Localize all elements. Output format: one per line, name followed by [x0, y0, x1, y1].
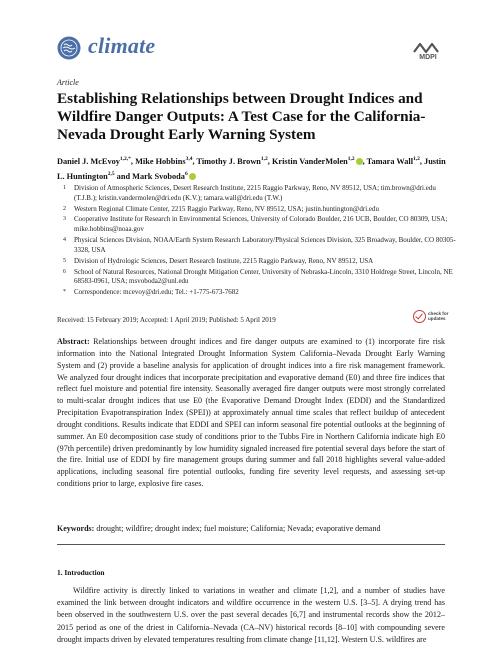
author-name[interactable]: Kristin VanderMolen$^{1,2}$ — [272, 157, 363, 166]
author-name[interactable]: Tamara Wall$^{1,2}$ — [366, 156, 420, 166]
introduction-heading: 1. Introduction — [57, 568, 105, 577]
author-separator: , — [192, 156, 197, 166]
section-divider — [57, 544, 445, 545]
check-updates-line2: updates — [428, 316, 446, 321]
affiliation-item — [57, 268, 457, 287]
author-affiliation-marker: 1,2 — [260, 156, 268, 162]
affiliation-text: Division of Atmospheric Sciences, Desert Research Institute, 2215 Raggio Parkway, Reno, NV 89512, USA; tim.brown@dri.edu (T.J.B.); kristin.vandermolen@dri.edu (K.V.); tamara.wall@dri.edu (T.W.) — [74, 184, 436, 202]
author-name[interactable]: Timothy J. Brown$^{1,2}$ — [196, 156, 268, 166]
affiliation-item — [57, 215, 457, 234]
affiliation-item — [57, 288, 457, 298]
keywords-text: drought; wildfire; drought index; fuel moisture; California; Nevada; evaporative demand — [96, 524, 381, 533]
check-updates-line1: check for — [428, 310, 449, 316]
affiliation-list — [57, 184, 457, 299]
author-separator: , — [130, 156, 136, 166]
affiliation-text: Correspondence: mcevoy@dri.edu; Tel.: +1-775-673-7682 — [74, 288, 239, 297]
author-list — [57, 153, 447, 184]
affiliation-item — [57, 205, 457, 215]
affiliation-number: 4 — [63, 237, 66, 244]
author-separator: , — [419, 156, 425, 166]
affiliation-text: School of Natural Resources, National Drought Mitigation Center, University of Nebraska-Lincoln, 3310 Holdrege Street, Lincoln, NE 68583-0961, USA; msvoboda2@unl.edu — [74, 267, 453, 286]
mdpi-logo-icon — [412, 38, 444, 60]
author-name[interactable]: Justin L. Huntington$^{2,5}$ — [57, 156, 446, 182]
affiliation-number: 6 — [63, 268, 66, 275]
affiliation-text: Division of Hydrologic Sciences, Desert Research Institute, 2215 Raggio Parkway, Reno, NV 89512, USA — [74, 256, 374, 265]
article-type: Article — [57, 78, 79, 87]
author-name[interactable]: Daniel J. McEvoy$^{1,2,*}$ — [57, 156, 131, 166]
journal-name: climate — [88, 33, 156, 58]
abstract — [57, 336, 445, 490]
author-affiliation-marker: 2,5 — [107, 171, 115, 178]
affiliation-item — [57, 257, 457, 267]
affiliation-text: Cooperative Institute for Research in Environmental Sciences, University of Colorado Boulder, 216 UCB, Boulder, CO 80309, USA; mike.hobbins@noaa.gov — [74, 215, 448, 234]
affiliation-number: 5 — [63, 257, 66, 264]
affiliation-item — [57, 236, 457, 255]
climate-globe-icon — [57, 36, 81, 60]
article-title: Establishing Relationships between Drought Indices and Wildfire Danger Outputs: A Test Case for the California-Nevada Drought Early Warning System — [57, 90, 426, 143]
affiliation-number: 1 — [63, 185, 66, 191]
author-separator: , — [362, 156, 367, 166]
check-for-updates-badge[interactable] — [413, 308, 459, 324]
publication-dates: Received: 15 February 2019; Accepted: 1 April 2019; Published: 5 April 2019 — [57, 316, 276, 324]
author-affiliation-marker: 1,2 — [413, 156, 420, 162]
publisher-name: MDPI — [419, 54, 437, 60]
affiliation-number: 2 — [63, 205, 66, 212]
affiliation-item — [57, 184, 457, 203]
abstract-text: Relationships between drought indices and fire danger outputs are examined to (1) incorporate fire risk information into the National Integrated Drought Information System California–Nevada Drought Early Warning System and (2) provide a baseline analysis for application of drought indices into a fire risk management framework. We analyzed four drought indices that incorporate precipitation and evaporative demand (E0) and three fire indices that reflect fuel moisture and potential fire intensity. Seasonally averaged fire danger outputs were most strongly correlated to multi-scalar drought indices that use E0 (the Evaporative Demand Drought Index (EDDI) and the Standardized Precipitation Evapotranspiration Index (SPEI)) at approximately annual time scales that reflect buildup of antecedent drought conditions. Results indicate that EDDI and SPEI can inform seasonal fire potential outlooks at the beginning of summer. An E0 decomposition case study of conditions prior to the Tubbs Fire in Northern California indicate high E0 (97th percentile) driven predominantly by low humidity signaled increased fire potential several days before the start of the fire. Initial use of EDDI by fire management groups during summer and fall 2018 highlights several value-added applications, including seasonal fire potential outlooks, funding fire severity level requests, and assessing set-up conditions prior to large, explosive fire cases. — [57, 337, 445, 489]
author-name[interactable]: Mark Svoboda$^6$ — [132, 172, 196, 181]
keywords-label: Keywords: — [57, 524, 95, 533]
introduction-text: Wildfire activity is directly linked to variations in weather and climate [1,2], and a number of studies have examined the link between drought indicators and wildfire occurrence in the western U.S. [3–5]. A drying trend has been observed in the southwestern U.S. over the past several decades [6,7] and instrumental records show the 2012–2015 period as one of the driest in California–Nevada (CA–NV) historical records [8–10] with compounding severe drought impacts driven by elevated temperatures resulting from climate change [11,12]. Western U.S. wildfires are — [57, 586, 445, 644]
author-affiliation-marker: 1,2 — [347, 156, 355, 162]
author-separator: , — [267, 156, 272, 166]
affiliation-number: * — [63, 289, 66, 296]
author-affiliation-marker: 6 — [184, 171, 188, 178]
author-separator: and — [114, 172, 133, 182]
affiliation-text: Western Regional Climate Center, 2215 Raggio Parkway, Reno, NV 89512, USA; justin.huntington@dri.edu — [74, 204, 380, 213]
author-affiliation-marker: 1,2,* — [119, 156, 131, 162]
orcid-icon[interactable] — [356, 158, 363, 165]
author-affiliation-marker: 3,4 — [185, 156, 193, 162]
affiliation-text: Physical Sciences Division, NOAA/Earth System Research Laboratory/Physical Sciences Division, 325 Broadway, Boulder, CO 80305-3328, USA — [74, 236, 456, 254]
author-name[interactable]: Mike Hobbins$^{3,4}$ — [135, 156, 193, 166]
affiliation-number: 3 — [63, 216, 66, 223]
orcid-icon[interactable] — [189, 173, 196, 180]
keywords — [57, 524, 457, 533]
abstract-label: Abstract: — [57, 337, 90, 346]
check-updates-icon — [413, 310, 426, 323]
